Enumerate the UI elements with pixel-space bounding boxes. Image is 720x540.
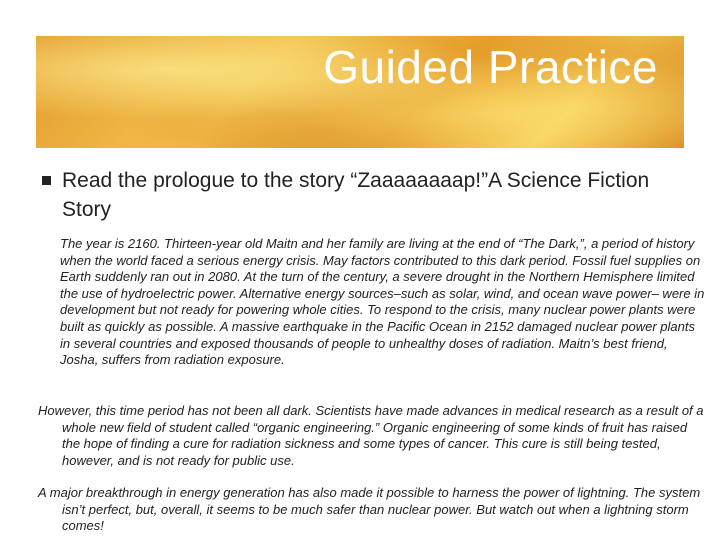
title-banner	[36, 36, 684, 148]
bullet-text: Read the prologue to the story “Zaaaaaaaap!”A Science Fiction Story	[62, 169, 650, 221]
prologue-paragraph-3: A major breakthrough in energy generation has also made it possible to harness the power of lightning. The system isn’t perfect, but, overall, it seems to be much safer than nuclear power. But watch out when a lightning storm comes!	[38, 485, 701, 534]
prologue-paragraph-1: The year is 2160. Thirteen-year old Maitn and her family are living at the end of “The Dark,”, a period of history when the world faced a serious energy crisis. May factors contributed to this dark period. Fossil fuel supplies on Earth suddenly ran out in 2080. At the turn of the century, a severe drought in the Northern Hemisphere limited the use of hydroelectric power. Alternative energy sources–such as solar, wind, and ocean wave power– were in development but not ready for powering whole cities. To respond to the crisis, many nuclear power plants were built as quickly as possible. A massive earthquake in the Pacific Ocean in 2152 damaged nuclear power plants in several countries and exposed thousands of people to unhealthy doses of radiation. Maitn’s best friend, Josha, suffers from radiation exposure.	[60, 236, 705, 368]
square-bullet-icon	[42, 176, 51, 185]
slide-title: Guided Practice	[323, 41, 658, 93]
prologue-paragraph-2: However, this time period has not been all dark. Scientists have made advances in medical research as a result of a whole new field of student called “organic engineering.” Organic engineering of some kinds of fruit has raised the hope of finding a cure for radiation sickness and some types of cancer. This cure is still being tested, however, and is not ready for public use.	[38, 403, 704, 468]
